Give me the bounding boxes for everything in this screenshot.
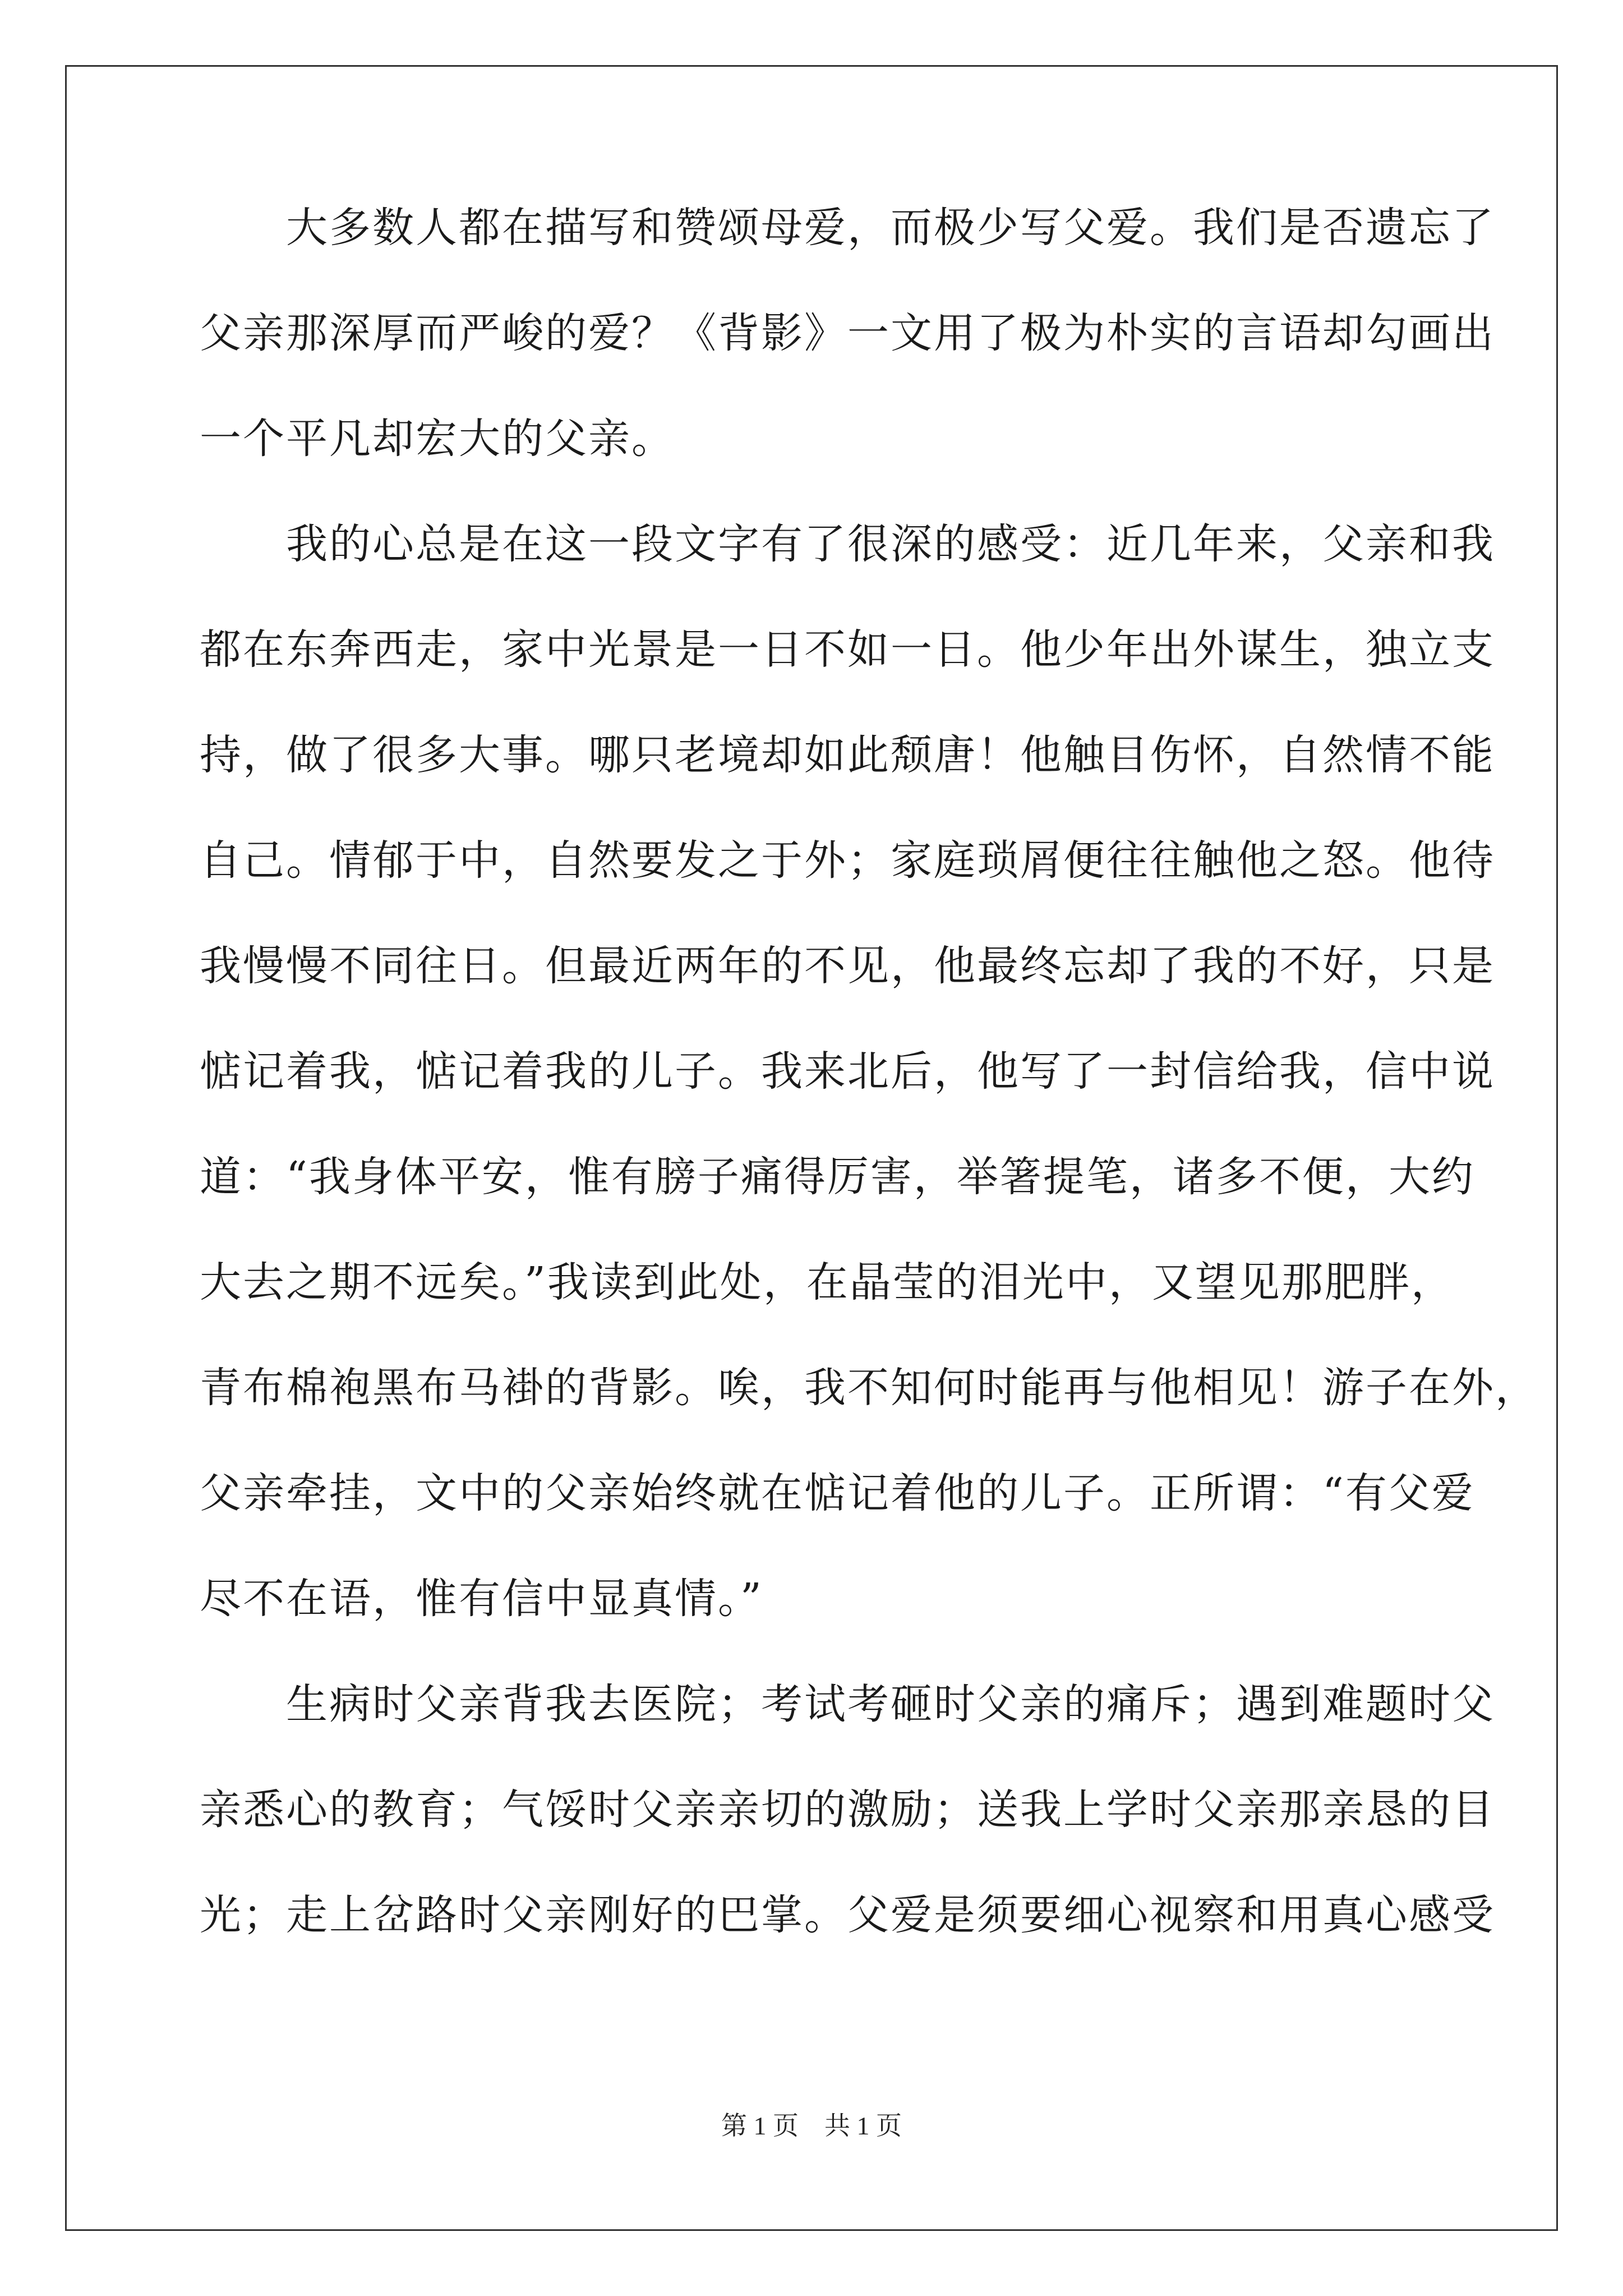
text-line: 父亲牵挂，文中的父亲始终就在惦记着他的儿子。正所谓：“有父爱 (200, 1469, 1475, 1517)
text-line: 自己。情郁于中，自然要发之于外；家庭琐屑便往往触他之怒。他待 (200, 836, 1495, 885)
text-line: 持，做了很多大事。哪只老境却如此颓唐！他触目伤怀，自然情不能 (200, 731, 1495, 779)
text-line: 道：“我身体平安，惟有膀子痛得厉害，举箸提笔，诸多不便，大约 (200, 1153, 1475, 1201)
text-line: 一个平凡却宏大的父亲。 (200, 415, 675, 463)
text-line: 我慢慢不同往日。但最近两年的不见，他最终忘却了我的不好，只是 (200, 942, 1495, 990)
text-line: 大去之期不远矣。”我读到此处，在晶莹的泪光中，又望见那肥胖， (200, 1258, 1454, 1306)
text-line: 都在东奔西走，家中光景是一日不如一日。他少年出外谋生，独立支 (200, 625, 1495, 674)
text-line: 光；走上岔路时父亲刚好的巴掌。父爱是须要细心视察和用真心感受 (200, 1891, 1495, 1939)
text-line: 惦记着我，惦记着我的儿子。我来北后，他写了一封信给我，信中说 (200, 1047, 1495, 1096)
text-line: 父亲那深厚而严峻的爱？《背影》一文用了极为朴实的言语却勾画出 (200, 309, 1495, 357)
text-line: 尽不在语，惟有信中显真情。” (200, 1575, 763, 1623)
text-line: 大多数人都在描写和赞颂母爱，而极少写父爱。我们是否遗忘了 (200, 204, 1495, 252)
page-total: 共 1 页 (824, 2111, 902, 2140)
text-line: 生病时父亲背我去医院；考试考砸时父亲的痛斥；遇到难题时父 (200, 1680, 1495, 1728)
text-line: 亲悉心的教育；气馁时父亲亲切的激励；送我上学时父亲那亲恳的目 (200, 1786, 1495, 1834)
text-line: 青布棉袍黑布马褂的背影。唉，我不知何时能再与他相见！游子在外， (200, 1364, 1538, 1412)
page-footer (0, 2109, 1623, 2143)
text-line: 我的心总是在这一段文字有了很深的感受：近几年来，父亲和我 (200, 520, 1495, 568)
page-number: 第 1 页 (721, 2111, 799, 2140)
